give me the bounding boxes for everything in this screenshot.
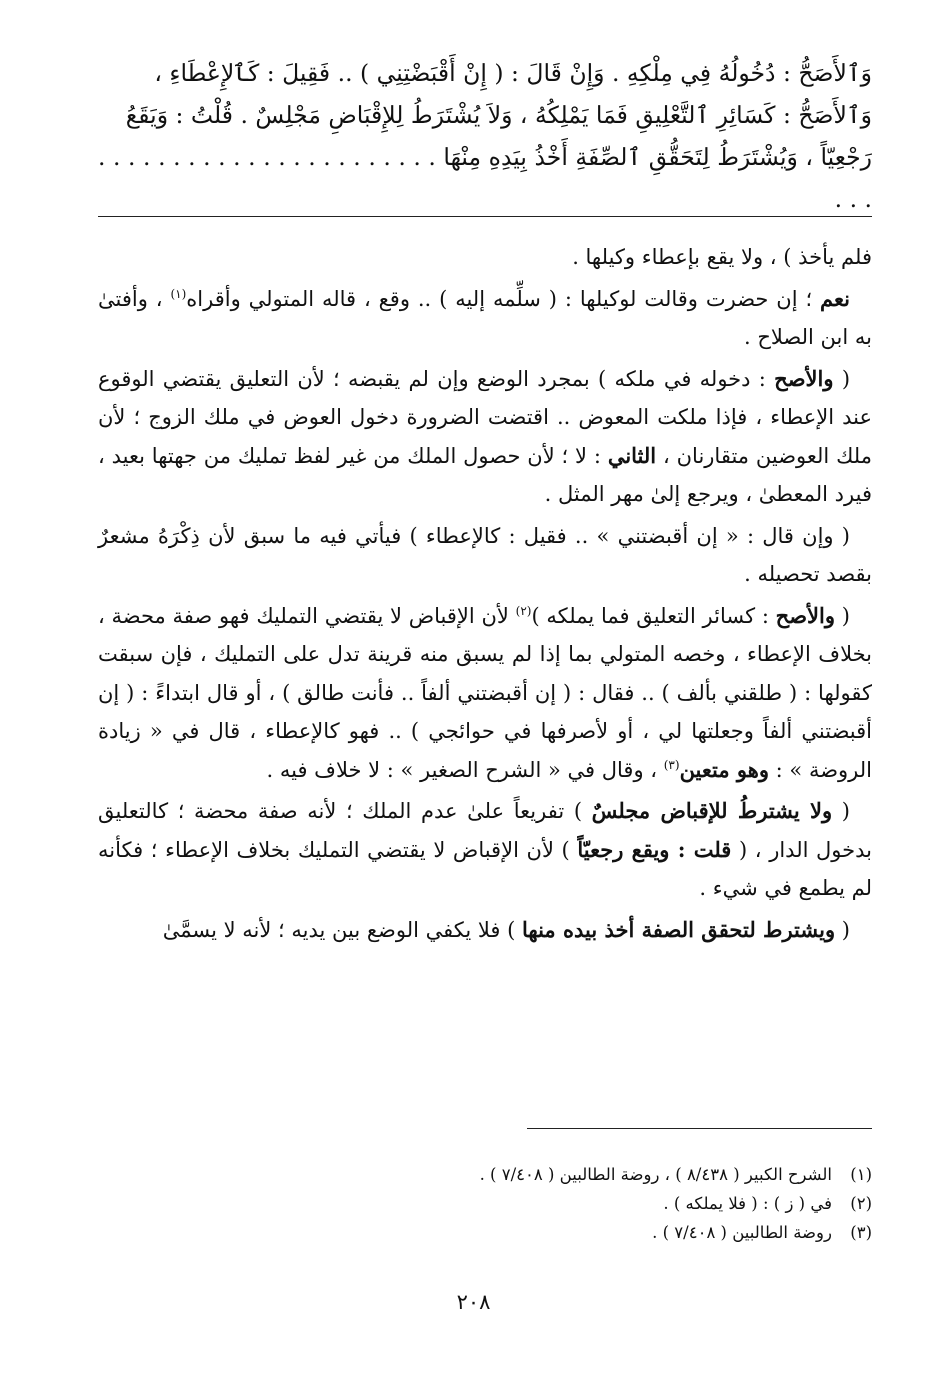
- paragraph-text: ) لأن الإقباض لا يقتضي التمليك بخلاف الإعطاء ؛ فكأنه لم يطمع في شيء .: [98, 837, 872, 900]
- paragraph-text: : كسائر التعليق فما يملكه ): [531, 603, 769, 628]
- footnote-text: الشرح الكبير ( ٨/٤٣٨ ) ، روضة الطالبين ( ٧/٤٠٨ ) .: [479, 1165, 832, 1184]
- paragraph-text: : لا ؛ لأن حصول الملك من غير لفظ تمليك من جهتها بعيد ، فيرد المعطىٰ ، ويرجع إلىٰ مهر المثل .: [98, 443, 872, 506]
- bold-term: والأصح: [774, 365, 834, 391]
- footnotes: [98, 1160, 872, 1247]
- paragraph-text: ) تفريعاً علىٰ عدم الملك ؛ لأنه صفة محضة ؛ كالتعليق بدخول الدار ، (: [98, 799, 873, 862]
- bold-term: الثاني: [607, 442, 657, 468]
- matn-line: وَٱلأَصَحُّ : دُخُولُهُ فِي مِلْكِهِ . وَإِنْ قَالَ : ( إِنْ أَقْبَضْتِنِي ) .. فَقِيلَ : كَٱلإِعْطَاءِ ،: [154, 59, 872, 87]
- footnote: [98, 1160, 872, 1189]
- paragraph-text: فلم يأخذ ) ، ولا يقع بإعطاء وكيلها .: [572, 245, 872, 269]
- commentary-paragraph: [98, 360, 872, 514]
- bold-term: ويشترط لتحقق الصفة أخذ بيده منها: [522, 916, 836, 942]
- footnote-text: روضة الطالبين ( ٧/٤٠٨ ) .: [652, 1223, 832, 1242]
- commentary-paragraph: [98, 792, 872, 908]
- footnote-number: (١): [850, 1165, 872, 1184]
- matn-line: وَٱلأَصَحُّ : كَسَائِرِ ٱلتَّعْلِيقِ فَمَا يَمْلِكُهُ ، وَلاَ يُشْتَرَطُ لِلإِقْبَاضِ مَجْلِسٌ . قُلْتُ : وَيَقَعُ: [125, 101, 872, 129]
- page-number: ٢٠٨: [456, 1290, 491, 1314]
- footnote-separator: [527, 1128, 872, 1129]
- footnote: [98, 1218, 872, 1247]
- commentary-paragraph: [98, 280, 872, 357]
- bold-term: والأصح: [775, 602, 836, 628]
- paragraph-text: ، وأفتىٰ به ابن الصلاح .: [98, 286, 872, 349]
- paragraph-text: ( وإن قال : « إن أقبضتني » .. فقيل : كالإعطاء ) فيأتي فيه ما سبق لأن ذِكْرَهُ مشعرٌ بقصد تحصيله .: [98, 523, 872, 586]
- bold-term: قلت : ويقع رجعيّاً: [577, 836, 732, 862]
- footnote-ref: (٣): [663, 757, 680, 772]
- matn-dots: . . . . . . . . . . . . . . . . . . . . . . . . . .: [98, 143, 872, 213]
- footnote: [98, 1189, 872, 1218]
- bold-term: ولا يشترطُ للإقباض مجلسٌ: [591, 798, 833, 823]
- commentary-paragraph: [98, 597, 872, 790]
- paren: (: [841, 603, 850, 628]
- paragraph-text: ، وقال في « الشرح الصغير » : لا خلاف فيه .: [266, 757, 658, 782]
- paragraph-text: ؛ إن حضرت وقالت لوكيلها : ( سلِّمه إليه ) .. وقع ، قاله المتولي وأقراه: [186, 286, 813, 311]
- paragraph-text: لأن الإقباض لا يقتضي التمليك فهو صفة محضة ، بخلاف الإعطاء ، وخصه المتولي بما إذا لم يسبق منه قرينة تدل على التمليك ، فإن سبقت كقولها : ( طلقني بألف ) .. فقال : ( إن أقبضتني ألفاً .. فأنت طالق ) ، أو قال ابتداءً : ( إن أقبضتني ألفاً وجعلتها لي ، أو لأصرفها في حوائجي ) .. فهو كالإعطاء ، قال في « زيادة الروضة » :: [98, 603, 872, 782]
- commentary-text: [98, 238, 872, 949]
- paren: (: [841, 799, 850, 823]
- matn-line-text: رَجْعِيّاً ، وَيُشْتَرَطُ لِتَحَقُّقِ ٱلصِّفَةِ أَخْذُ بِيَدِهِ مِنْهَا: [443, 143, 872, 171]
- commentary-paragraph: [98, 911, 872, 950]
- bold-term: نعم: [820, 285, 850, 311]
- matn-text: [98, 52, 872, 220]
- commentary-paragraph: [98, 517, 872, 594]
- footnote-ref: (١): [170, 286, 187, 301]
- paren: (: [841, 917, 850, 942]
- bold-term: وهو متعين: [679, 756, 769, 782]
- footnote-number: (٢): [850, 1194, 872, 1213]
- footnote-number: (٣): [850, 1223, 872, 1242]
- matn-line: [98, 136, 872, 220]
- separator-rule: [98, 216, 872, 217]
- commentary-paragraph: [98, 238, 872, 277]
- footnote-ref: (٢): [515, 603, 532, 618]
- footnote-text: في ( ز ) : ( فلا يملكه ) .: [663, 1194, 832, 1213]
- paragraph-text: : دخوله في ملكه ) بمجرد الوضع وإن لم يقبضه ؛ لأن التعليق يقتضي الوقوع عند الإعطاء ، فإذا ملكت المعوض .. اقتضت الضرورة دخول العوض في ملك الزوج ؛ لأن ملك العوضين متقارنان ،: [98, 366, 872, 468]
- paragraph-text: ) فلا يكفي الوضع بين يديه ؛ لأنه لا يسمَّىٰ: [162, 917, 516, 942]
- paren: (: [841, 366, 851, 391]
